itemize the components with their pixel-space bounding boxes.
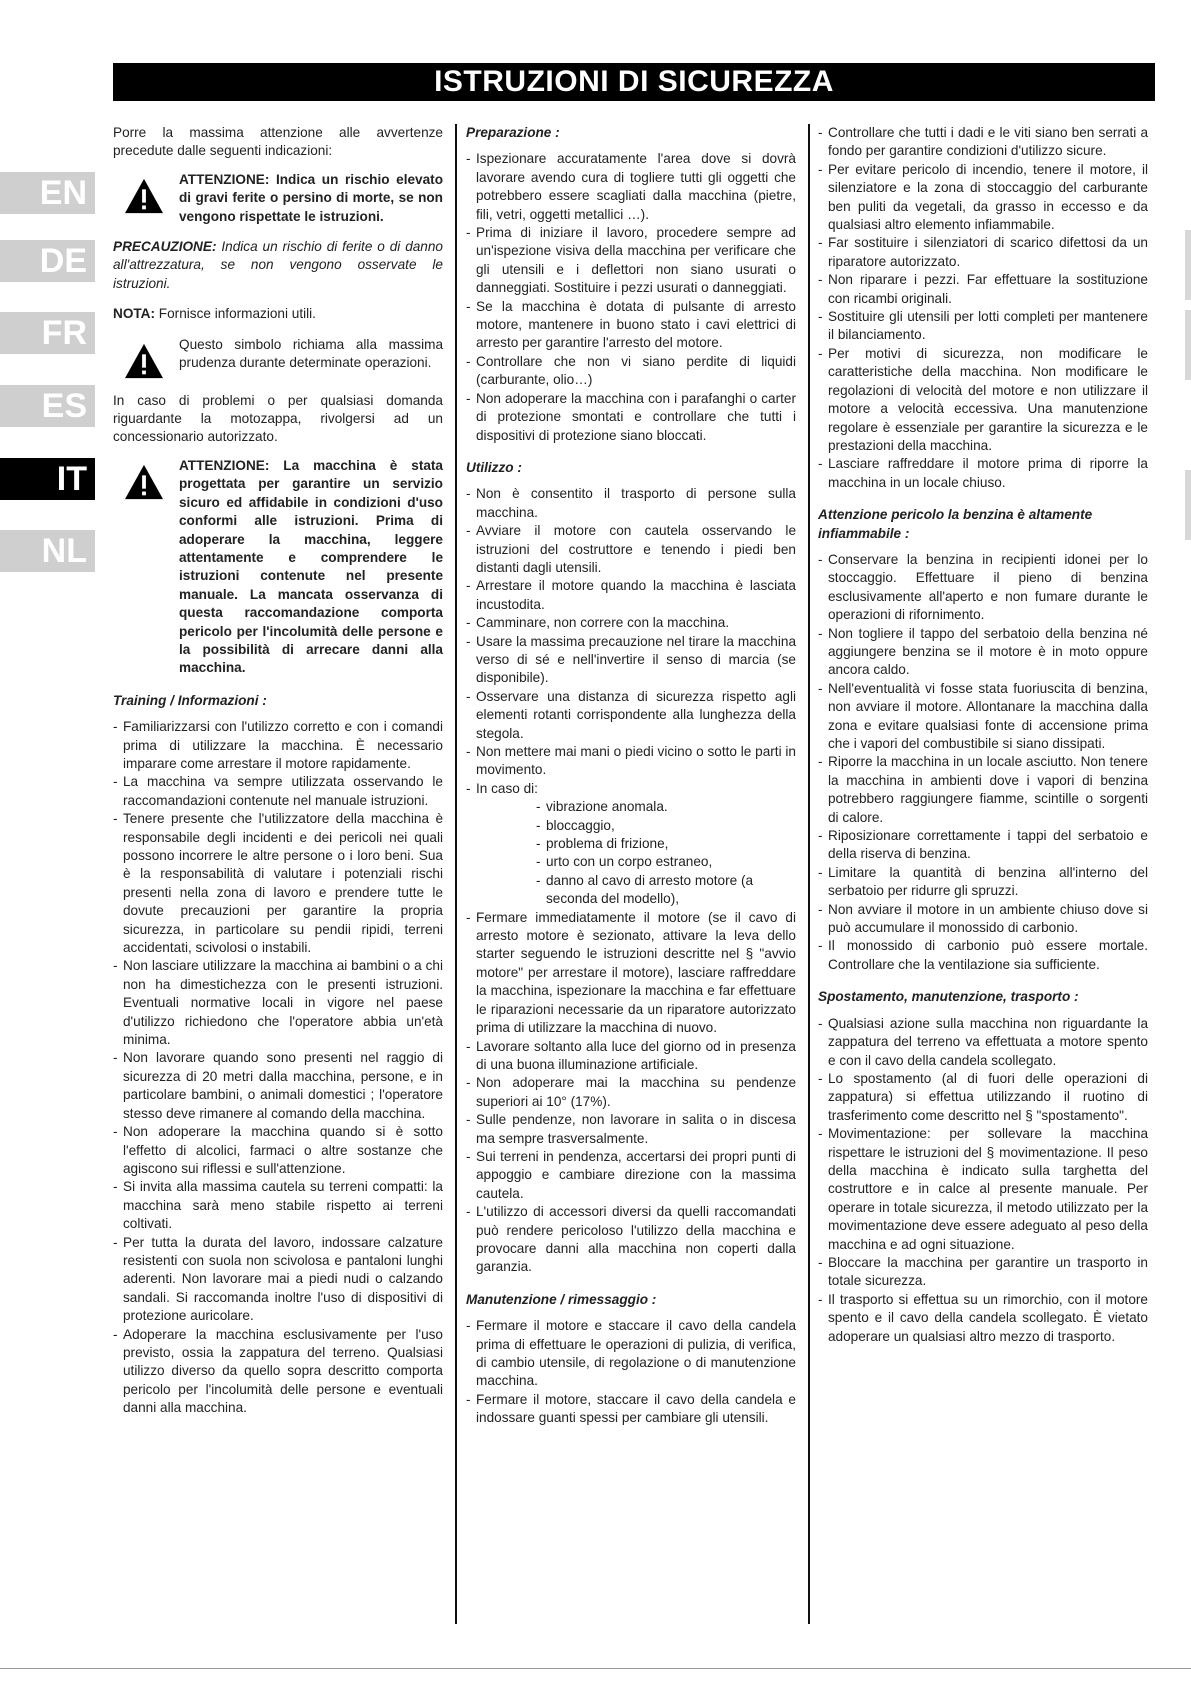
caution-label: PRECAUZIONE: <box>113 239 217 255</box>
warning-block <box>113 171 443 226</box>
note-text <box>113 305 443 323</box>
list-item: - Lo spostamento (al di fuori delle operazioni di zappatura) si effettua utilizzando il ruotino di trasferimento come descritto nel § "spostamento". <box>818 1070 1148 1125</box>
section-heading: Utilizzo : <box>466 459 522 475</box>
list-item: - Riporre la macchina in un locale asciutto. Non tenere la macchina in ambienti dove i vapori di benzina potrebbero raggiungere fiamme, scintille o sorgenti di calore. <box>818 753 1148 827</box>
usage-sublist <box>466 798 796 908</box>
list-item: - Fermare il motore e staccare il cavo della candela prima di effettuare le operazioni di pulizia, di verifica, di cambio utensile, di regolazione o di manutenzione macchina. <box>466 1317 796 1391</box>
list-item: - Per tutta la durata del lavoro, indossare calzature resistenti con suola non scivolosa e pantaloni lunghi aderenti. Non lavorare mai a piedi nudi o calzando sandali. Si raccomanda inoltre l'uso di dispositivi di protezione auricolare. <box>113 1234 443 1326</box>
list-item: - Per evitare pericolo di incendio, tenere il motore, il silenziatore e la zona di stoccaggio del carburante ben puliti da vegetali, da grasso in eccesso e da qualsiasi altro elemento infiammabile. <box>818 161 1148 235</box>
caution-text <box>113 238 443 293</box>
list-item: - Movimentazione: per sollevare la macchina rispettare le istruzioni del § movimentazione. Il peso della macchina è indicato sulla targhetta del costruttore e in calce al presente manuale. Per operare in totale sicurezza, il metodo utilizzato per la movimentazione deve essere adeguato al peso della macchina e ad ogni situazione. <box>818 1125 1148 1254</box>
list-item: - Non lasciare utilizzare la macchina ai bambini o a chi non ha dimestichezza con le presenti istruzioni. Eventuali normative locali in vigore nel paese d'utilizzo richiedono che l'operatore abbia un'età minima. <box>113 957 443 1049</box>
list-item: - Riposizionare correttamente i tappi del serbatoio e della riserva di benzina. <box>818 827 1148 864</box>
list-item: - Camminare, non correre con la macchina. <box>466 614 796 632</box>
note-label: NOTA: <box>113 306 156 322</box>
list-item: - Non lavorare quando sono presenti nel raggio di sicurezza di 20 metri dalla macchina, persone, e in particolare bambini, o animali domestici ; l'operatore stesso deve rimanere al comando della macchina. <box>113 1049 443 1123</box>
list-item: - Per motivi di sicurezza, non modificare le caratteristiche della macchina. Non modificare le regolazioni di velocità del motore e non utilizzare il motore a velocità eccessiva. Una manutenzione regolare è essenziale per garantire la sicurezza e le prestazioni della macchina. <box>818 345 1148 455</box>
list-item: - Non adoperare mai la macchina su pendenze superiori ai 10° (17%). <box>466 1074 796 1111</box>
section-heading: Training / Informazioni : <box>113 692 267 708</box>
list-item: - Sulle pendenze, non lavorare in salita o in discesa ma sempre trasversalmente. <box>466 1111 796 1148</box>
section-heading: Preparazione : <box>466 125 560 140</box>
list-item: - Tenere presente che l'utilizzatore della macchina è responsabile degli incidenti e dei pericoli nei quali possono incorrere le altre persone o i loro beni. Sua è la responsabilità di valutare i potenziali rischi presenti nella zona di lavoro e prendere tutte le dovute precauzioni per garantire la propria sicurezza, in particolare su pendii ripidi, terreni accidentati, scivolosi o instabili. <box>113 810 443 957</box>
warning-text: ATTENZIONE: La macchina è stata progettata per garantire un servizio sicuro ed affidabile in condizioni d'uso conformi alle istruzioni. Prima di adoperare la macchina, leggere attentamente e comprendere le istruzioni contenute nel presente manuale. La mancata osservanza di questa raccomandazione comporta pericolo per l'incolumità delle persone e la possibilità di arrecare danni alla macchina. <box>179 457 443 676</box>
edge-marker <box>1185 470 1191 540</box>
list-item: - L'utilizzo di accessori diversi da quelli raccomandati può rendere pericoloso l'utilizzo della macchina e provocare danni alla macchina non coperti dalla garanzia. <box>466 1203 796 1277</box>
list-item: - Nell'eventualità vi fosse stata fuoriuscita di benzina, non avviare il motore. Allontanare la macchina dalla zona e evitare qualsiasi fonte di accensione prima che i vapori del combustibile si siano dissipati. <box>818 680 1148 754</box>
column-divider <box>455 124 457 1624</box>
list-item: - Fermare il motore, staccare il cavo della candela e indossare guanti spessi per cambiare gli utensili. <box>466 1391 796 1428</box>
warning-block <box>113 457 443 678</box>
list-item: - Sostituire gli utensili per lotti completi per mantenere il bilanciamento. <box>818 308 1148 345</box>
warning-triangle-icon <box>123 463 165 501</box>
language-tab-it[interactable]: IT <box>0 458 95 500</box>
language-tab-en[interactable]: EN <box>0 172 95 214</box>
caution-body: Indica un rischio di ferite o di danno all'attrezzatura, se non vengono osservate le istruzioni. <box>113 239 443 291</box>
list-item: - Ispezionare accuratamente l'area dove si dovrà lavorare avendo cura di togliere tutti gli oggetti che potrebbero essere scagliati dalla macchina (pietre, fili, vetri, oggetti metallici …). <box>466 150 796 224</box>
page-title: ISTRUZIONI DI SICUREZZA <box>113 63 1155 101</box>
list-item: - Fermare immediatamente il motore (se il cavo di arresto motore è sezionato, attivare la leva dello starter seguendo le istruzioni descritte nel § "avvio motore" per arrestare il motore), lasciare raffreddare la macchina, ispezionare la macchina e far effettuare le riparazioni necessarie da un riparatore autorizzato prima di utilizzare la macchina di nuovo. <box>466 909 796 1038</box>
symbol-text: Questo simbolo richiama alla massima prudenza durante determinate operazioni. <box>179 336 443 371</box>
list-item: - Il monossido di carbonio può essere mortale. Controllare che la ventilazione sia sufficiente. <box>818 937 1148 974</box>
usage-list <box>466 485 796 798</box>
section-heading: Spostamento, manutenzione, trasporto : <box>818 989 1079 1005</box>
language-tab-de[interactable]: DE <box>0 240 95 282</box>
language-tab-nl[interactable]: NL <box>0 530 95 572</box>
list-item: - urto con un corpo estraneo, <box>536 853 796 871</box>
list-item: - Controllare che tutti i dadi e le viti siano ben serrati a fondo per garantire condizioni d'utilizzo sicure. <box>818 124 1148 161</box>
list-item: - Lavorare soltanto alla luce del giorno od in presenza di una buona illuminazione artificiale. <box>466 1038 796 1075</box>
list-item: - Conservare la benzina in recipienti idonei per lo stoccaggio. Effettuare il pieno di benzina esclusivamente all'aperto e non fumare durante le operazioni di rifornimento. <box>818 551 1148 625</box>
warning-text: ATTENZIONE: Indica un rischio elevato di gravi ferite o persino di morte, se non vengono rispettate le istruzioni. <box>179 171 443 224</box>
list-item: - Non avviare il motore in un ambiente chiuso dove si può accumulare il monossido di carbonio. <box>818 901 1148 938</box>
list-item: - Non riparare i pezzi. Far effettuare la sostituzione con ricambi originali. <box>818 271 1148 308</box>
note-body: Fornisce informazioni utili. <box>155 306 316 322</box>
language-tab-es[interactable]: ES <box>0 385 95 427</box>
list-item: - Il trasporto si effettua su un rimorchio, con il motore spento e il cavo della candela scollegato. È vietato adoperare un qualsiasi altro mezzo di trasporto. <box>818 1291 1148 1346</box>
page-footer-rule <box>0 1668 1191 1669</box>
list-item: - La macchina va sempre utilizzata osservando le raccomandazioni contenute nel manuale istruzioni. <box>113 773 443 810</box>
intro-text: Porre la massima attenzione alle avvertenze precedute dalle seguenti indicazioni: <box>113 125 443 159</box>
problems-text: In caso di problemi o per qualsiasi domanda riguardante la motozappa, rivolgersi ad un concessionario autorizzato. <box>113 392 443 445</box>
list-item: - Prima di iniziare il lavoro, procedere sempre ad un'ispezione visiva della macchina per verificare che gli utensili e i deflettori non siano usurati o danneggiati. Sostituire i pezzi usurati o danneggiati. <box>466 224 796 298</box>
column-3 <box>818 124 1148 1346</box>
list-item: - Se la macchina è dotata di pulsante di arresto motore, mantenere in buono stato i cavi elettrici di arresto per garantire l'arresto del motore. <box>466 298 796 353</box>
maintenance-list <box>466 1317 796 1427</box>
maintenance-list-continued <box>818 124 1148 492</box>
list-item: - Non adoperare la macchina con i parafanghi o carter di protezione smontati e controllare che tutti i dispositivi di protezione siano bloccati. <box>466 390 796 445</box>
list-item: - Controllare che non vi siano perdite di liquidi (carburante, olio…) <box>466 353 796 390</box>
list-item: - Arrestare il motore quando la macchina è lasciata incustodita. <box>466 577 796 614</box>
list-item: - In caso di: <box>466 780 796 798</box>
list-item: - Familiarizzarsi con l'utilizzo corretto e con i comandi prima di utilizzare la macchina. È necessario imparare come arrestare il motore rapidamente. <box>113 718 443 773</box>
list-item: - Usare la massima precauzione nel tirare la macchina verso di sé e nell'invertire il senso di marcia (se disponibile). <box>466 633 796 688</box>
preparation-list <box>466 150 796 445</box>
list-item: - Sui terreni in pendenza, accertarsi dei propri punti di appoggio e cambiare direzione con la massima cautela. <box>466 1148 796 1203</box>
list-item: - Far sostituire i silenziatori di scarico difettosi da un riparatore autorizzato. <box>818 234 1148 271</box>
list-item: - Avviare il motore con cautela osservando le istruzioni del costruttore e tenendo i piedi ben distanti dagli utensili. <box>466 522 796 577</box>
list-item: - Qualsiasi azione sulla macchina non riguardante la zappatura del terreno va effettuata a motore spento e con il cavo della candela scollegato. <box>818 1015 1148 1070</box>
usage-list-continued <box>466 909 796 1277</box>
list-item: - Bloccare la macchina per garantire un trasporto in totale sicurezza. <box>818 1254 1148 1291</box>
list-item: - Osservare una distanza di sicurezza rispetto agli elementi rotanti corrispondente alla lunghezza della stegola. <box>466 688 796 743</box>
list-item: - Si invita alla massima cautela su terreni compatti: la macchina sarà meno stabile rispetto ai terreni coltivati. <box>113 1178 443 1233</box>
edge-marker <box>1185 230 1191 300</box>
list-item: - Limitare la quantità di benzina all'interno del serbatoio per ridurre gli spruzzi. <box>818 864 1148 901</box>
edge-marker <box>1185 310 1191 380</box>
list-item: - Lasciare raffreddare il motore prima di riporre la macchina in un locale chiuso. <box>818 455 1148 492</box>
list-item: - Non mettere mai mani o piedi vicino o sotto le parti in movimento. <box>466 743 796 780</box>
warning-triangle-icon <box>123 177 165 215</box>
list-item: - danno al cavo di arresto motore (a seconda del modello), <box>536 872 796 909</box>
symbol-block <box>113 336 443 380</box>
list-item: - Non è consentito il trasporto di persone sulla macchina. <box>466 485 796 522</box>
training-list <box>113 718 443 1417</box>
column-1 <box>113 124 443 1418</box>
transport-list <box>818 1015 1148 1346</box>
list-item: - problema di frizione, <box>536 835 796 853</box>
list-item: - Non adoperare la macchina quando si è sotto l'effetto di alcolici, farmaci o altre sostanze che agiscono sui riflessi e sull'attenzione. <box>113 1123 443 1178</box>
petrol-list <box>818 551 1148 974</box>
language-tab-fr[interactable]: FR <box>0 312 95 354</box>
section-heading: Manutenzione / rimessaggio : <box>466 1291 657 1307</box>
column-2 <box>466 124 796 1428</box>
list-item: - Non togliere il tappo del serbatoio della benzina né aggiungere benzina se il motore è in moto oppure ancora caldo. <box>818 625 1148 680</box>
list-item: - vibrazione anomala. <box>536 798 796 816</box>
list-item: - Adoperare la macchina esclusivamente per l'uso previsto, ossia la zappatura del terreno. Qualsiasi utilizzo diverso da quello sopra descritto comporta pericolo per l'incolumità delle persone e eventuali danni alla macchina. <box>113 1326 443 1418</box>
section-heading: Attenzione pericolo la benzina è altamente infiammabile : <box>818 507 1093 541</box>
column-divider <box>808 124 810 1624</box>
warning-triangle-icon <box>123 342 165 380</box>
list-item: - bloccaggio, <box>536 817 796 835</box>
